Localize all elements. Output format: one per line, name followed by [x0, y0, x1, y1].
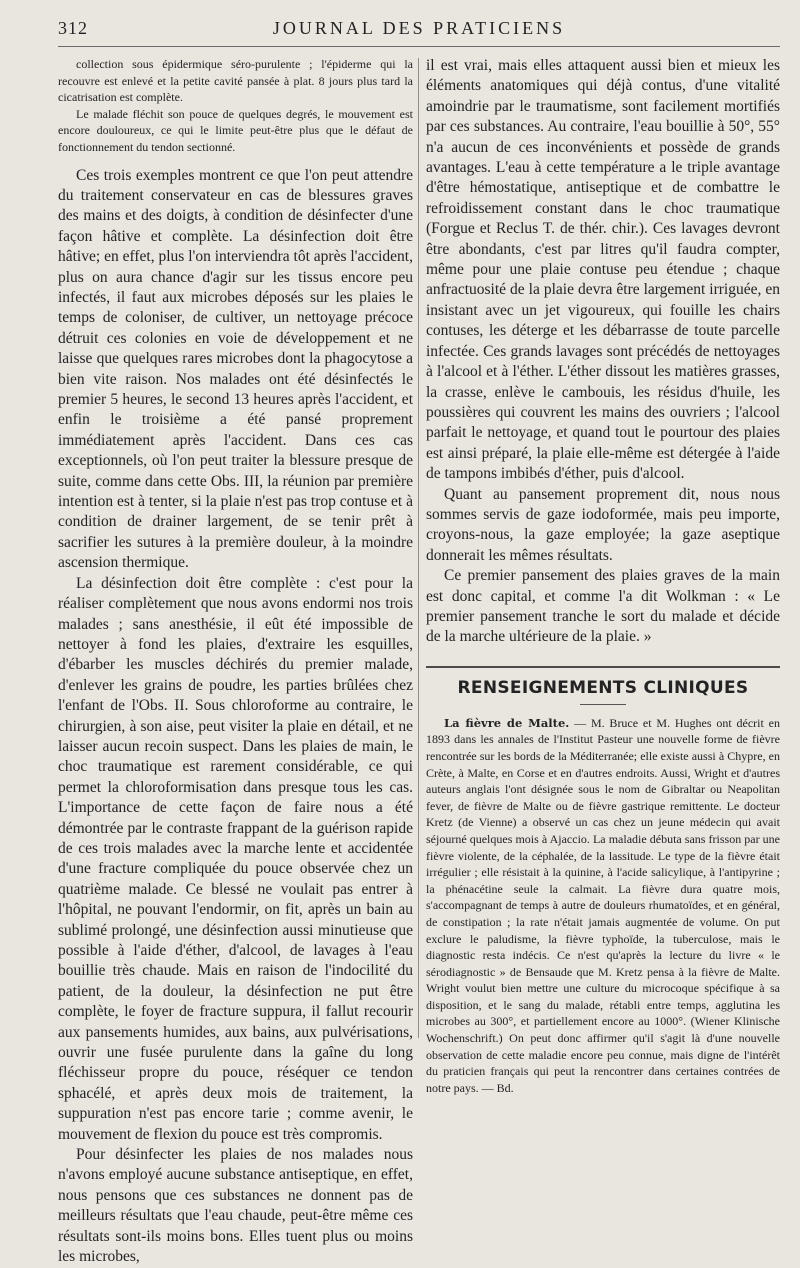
body-paragraph-3: Pour désinfecter les plaies de nos malades nous n'avons employé aucune substance antiseptique, en effet, nous pensons que ces substances ne donnent pas de meilleurs résultats que l'eau chaude, peut-être même ces résultats sont-ils moins bons. Elles tuent plus ou moins les microbes, [58, 1146, 413, 1266]
section-title: RENSEIGNEMENTS CLINIQUES [426, 666, 780, 698]
right-column [426, 56, 780, 1096]
body-paragraph-1: Ces trois exemples montrent ce que l'on peut attendre du traitement conservateur en cas de blessures graves des mains et des doigts, à condition de désinfecter d'une façon hâtive et complète. La désinfection doit être hâtive; en effet, plus l'on interviendra tôt après l'accident, plus on aura chance d'agir sur les tissus encore peu infectés, il faut aux microbes déposés sur les plaies le temps de coloniser, de cultiver, un nettoyage précoce détruit ces colonies en voie de développement et ne laisse que quelques rares microbes dont la phagocytose a bien vite raison. Nos malades ont été désinfectés le premier 5 heures, le second 13 heures après l'accident, et enfin le troisième a été pansé proprement immédiatement après l'accident. Dans ces cas exceptionnels, où l'on peut traiter la blessure presque de suite, comme dans cette Obs. III, la réunion par première intention est à tenter, si la plaie n'est pas trop contuse et à condition de drainer largement, de se tenir prêt à sacrifier les sutures à la première douleur, à la moindre ascension thermique. [58, 166, 413, 572]
left-column [58, 56, 413, 1268]
intro-paragraph-1: collection sous épidermique séro-purulente ; l'épiderme qui la recouvre est enlevé et la petite cavité pansée à plat. 8 jours plus tard la cicatrisation est complète. [58, 57, 413, 105]
page-header [58, 18, 780, 47]
body-paragraph-6: Ce premier pansement des plaies graves de la main est donc capital, et comme l'a dit Wolkman : « Le premier pansement tranche le sort du malade et décide de la marche ultérieure de la plaie. » [426, 567, 780, 646]
column-divider [418, 58, 419, 1038]
clinical-item-text: — M. Bruce et M. Hughes ont décrit en 1893 dans les annales de l'Institut Pasteur une nouvelle forme de fièvre rencontrée sur les bords de la Méditerranée; elle existe aussi à Chypre, en Crète, à Malte, en Corse et en d'autres endroits. Aussi, Wright et d'autres auteurs anglais l'ont désignée sous le nom de Gibraltar ou Neapolitan fever, de fièvre de Malte ou de fièvre gastrique remittente. Le docteur Kretz (de Vienne) a observé un cas chez un jeune médecin qui avait séjourné quelques mois à Ajaccio. La maladie débuta sans frisson par une fièvre violente, de la céphalée, de la lassitude. Le type de la fièvre était irrégulier ; elle résistait à la quinine, à l'acide salicylique, à l'antipyrine ; la phénacétine seule la calmait. La fièvre dura quatre mois, s'accompagnant de temps à autre de douleurs rhumatoïdes, et en général, de constipation ; la rate n'était jamais augmentée de volume. On put exclure le paludisme, la fièvre typhoïde, la tuberculose, mais le diagnostic resta indécis. Ce n'est qu'après la lecture du livre « le sérodiagnostic » de Bensaude que M. Kretz pensa à la fièvre de Malte. Wright voulut bien mettre une culture du microcoque spécifique à sa disposition, et le sang du malade, rétabli entre temps, agglutina les microbes au 300°, et partiellement encore au 1000°. (Wiener Klinische Wochenschrift.) On peut donc affirmer qu'il s'agit là d'une nouvelle observation de cette maladie encore peu connue, mais digne de l'intérêt du praticien français qui peut la rencontrer dans certaines contrées de notre pays. — Bd. [426, 715, 780, 1095]
body-paragraph-5: Quant au pansement proprement dit, nous nous sommes servis de gaze iodoformée, mais peu importe, croyons-nous, la gaze employée; la gaze aseptique donnerait les mêmes résultats. [426, 485, 780, 564]
journal-title: JOURNAL DES PRATICIENS [272, 18, 566, 38]
clinical-item [426, 715, 780, 1097]
body-paragraph-2: La désinfection doit être complète : c'est pour la réaliser complètement que nous avons endormi nos trois malades ; sans anesthésie, il eût été impossible de nettoyer à fond les plaies, d'extraire les esquilles, d'ébarber les muscles déchirés du premier malade, d'enlever les grains de poudre, les parties brûlées chez l'enfant de l'Obs. II. Sous chloroforme au contraire, le chirurgien, à son aise, peut visiter la plaie en détail, et ne laisser aucun recoin suspect. Dans les plaies de main, le choc traumatique est rarement considérable, ce qui permet la chloroformisation dans presque tous les cas. L'importance de cette façon de faire nous a été démontrée par le contraste frappant de la guérison rapide de ces trois malades avec la marche lente et accidentée d'une fracture compliquée du pouce observée chez un quatrième malade. Ce blessé ne voulait pas entrer à l'hôpital, ne pouvant l'endormir, on fit, après un bain au sublimé prolongé, une désinfection aussi minutieuse que possible à l'aide d'éther, d'alcool, de lavages à l'eau bouillie très chaude. Mais en raison de l'indocilité du patient, de la douleur, la désinfection ne put être complète, le foyer de fracture suppura, il fallut recourir aux pansements humides, aux bains, aux pulvérisations, ouvrir une fusée purulente dans la gaîne du long fléchisseur propre du pouce, réséquer ce tendon sphacélé, et après deux mois de traitement, la suppuration n'est pas encore tarie ; comme avenir, le mouvement de flexion du pouce est très compromis. [58, 574, 413, 1143]
body-paragraph-4: il est vrai, mais elles attaquent aussi bien et mieux les éléments anatomiques qui déjà contus, d'une vitalité amoindrie par le traumatisme, sont facilement mortifiés par ces substances. Au contraire, l'eau bouillie à 50°, 55° n'a aucun de ces inconvénients et possède de grands avantages. L'eau à cette température a le triple avantage d'être hémostatique, antiseptique et de combattre le refroidissement constant dans le choc traumatique (Forgue et Reclus T. de thér. chir.). Ces lavages devront être abondants, c'est par litres qu'il faudra compter, même pour une plaie contuse peu étendue ; chaque anfractuosité de la plaie devra être largement irriguée, en insistant avec un jet vigoureux, qui fouille les chairs contuses, les déterge et les débarrasse de toute parcelle infectée. Ces grands lavages sont précédés de nettoyages à l'alcool et à l'éther. L'éther dissout les matières grasses, la crasse, enlève le cambouis, les résidus d'huile, les poussières qui couvrent les mains des ouvriers ; l'alcool parfait le nettoyage, et quand tout le pourtour des plaies est ainsi préparé, la plaie elle-même est détergée à l'aide de tampons imbibés d'éther, puis d'alcool. [426, 57, 780, 483]
clinical-item-title: La fièvre de Malte. [444, 715, 570, 730]
page-number: 312 [58, 18, 88, 38]
intro-paragraph-2: Le malade fléchit son pouce de quelques degrés, le mouvement est encore douloureux, ce qui le limite peut-être plus que le défaut de fonctionnement du tendon sectionné. [58, 106, 413, 154]
section-rule [580, 704, 626, 705]
